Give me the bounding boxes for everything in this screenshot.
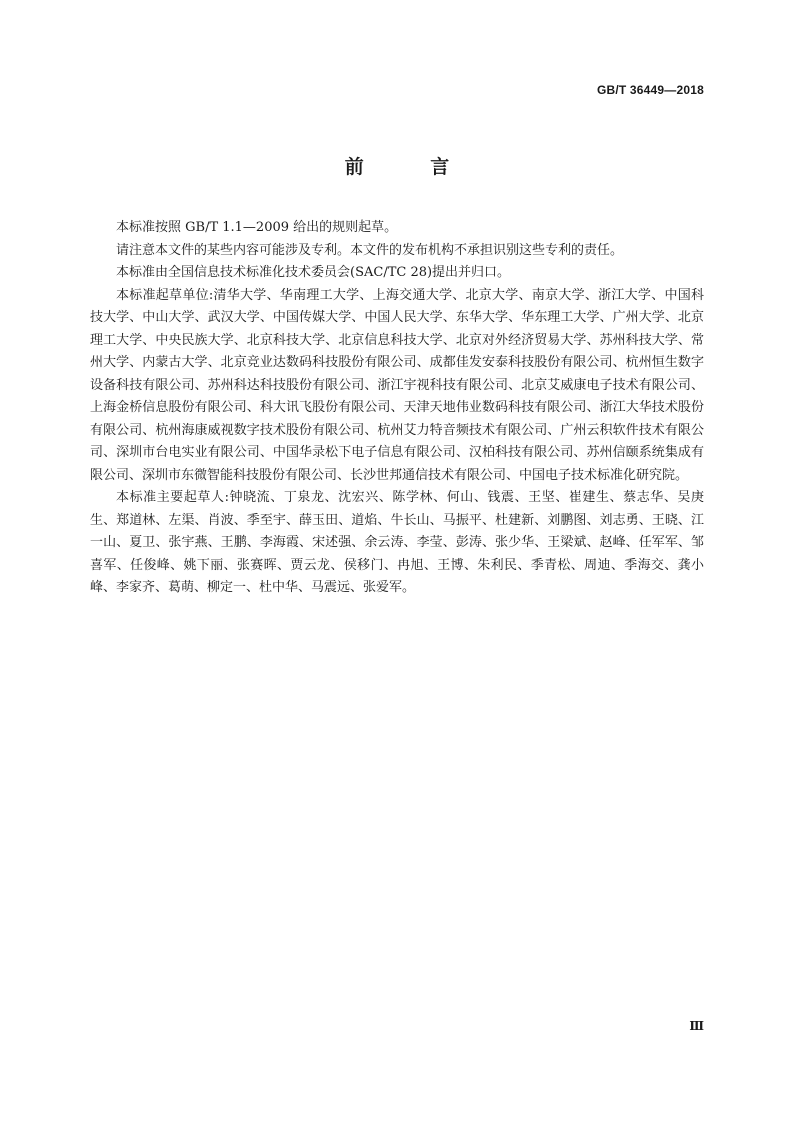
foreword-body [90,217,704,600]
standard-code: GB/T 36449—2018 [596,83,704,97]
page-title: 前 言 [344,156,480,178]
paragraph-patent-notice: 请注意本文件的某些内容可能涉及专利。本文件的发布机构不承担识别这些专利的责任。 [116,242,624,258]
paragraph-drafting-units: 本标准起草单位:清华大学、华南理工大学、上海交通大学、北京大学、南京大学、浙江大学、中国科技大学、中山大学、武汉大学、中国传媒大学、中国人民大学、东华大学、华东理工大学、广州大学、北京理工大学、中央民族大学、北京科技大学、北京信息科技大学、北京对外经济贸易大学、苏州科技大学、常州大学、内蒙古大学、北京竞业达数码科技股份有限公司、成都佳发安泰科技股份有限公司、杭州恒生数字设备科技有限公司、苏州科达科技股份有限公司、浙江宇视科技有限公司、北京艾威康电子技术有限公司、上海金桥信息股份有限公司、科大讯飞股份有限公司、天津天地伟业数码科技有限公司、浙江大华技术股份有限公司、杭州海康威视数字技术股份有限公司、杭州艾力特音频技术有限公司、广州云积软件技术有限公司、深圳市台电实业有限公司、中国华录松下电子信息有限公司、汉柏科技有限公司、苏州信颐系统集成有限公司、深圳市东微智能科技股份有限公司、长沙世邦通信技术有限公司、中国电子技术标准化研究院。 [90,287,704,483]
page-number: Ⅲ [689,1019,704,1033]
paragraph-drafting-rules: 本标准按照 GB/T 1.1—2009 给出的规则起草。 [116,220,398,235]
paragraph-drafters: 本标准主要起草人:钟晓流、丁泉龙、沈宏兴、陈学林、何山、钱震、王坚、崔建生、蔡志华、吴庚生、郑道林、左渠、肖波、季至宇、薛玉田、道焰、牛长山、马振平、杜建新、刘鹏图、刘志勇、王晓、江一山、夏卫、张宇燕、王鹏、李海霞、宋述强、余云涛、李莹、彭涛、张少华、王梁斌、赵峰、任军军、邹喜军、任俊峰、姚下丽、张赛晖、贾云龙、侯移门、冉旭、王博、朱利民、季青松、周迪、季海交、龚小峰、李家齐、葛萌、柳定一、杜中华、马震远、张爱军。 [90,490,704,595]
paragraph-proposer: 本标准由全国信息技术标准化技术委员会(SAC/TC 28)提出并归口。 [116,265,511,280]
